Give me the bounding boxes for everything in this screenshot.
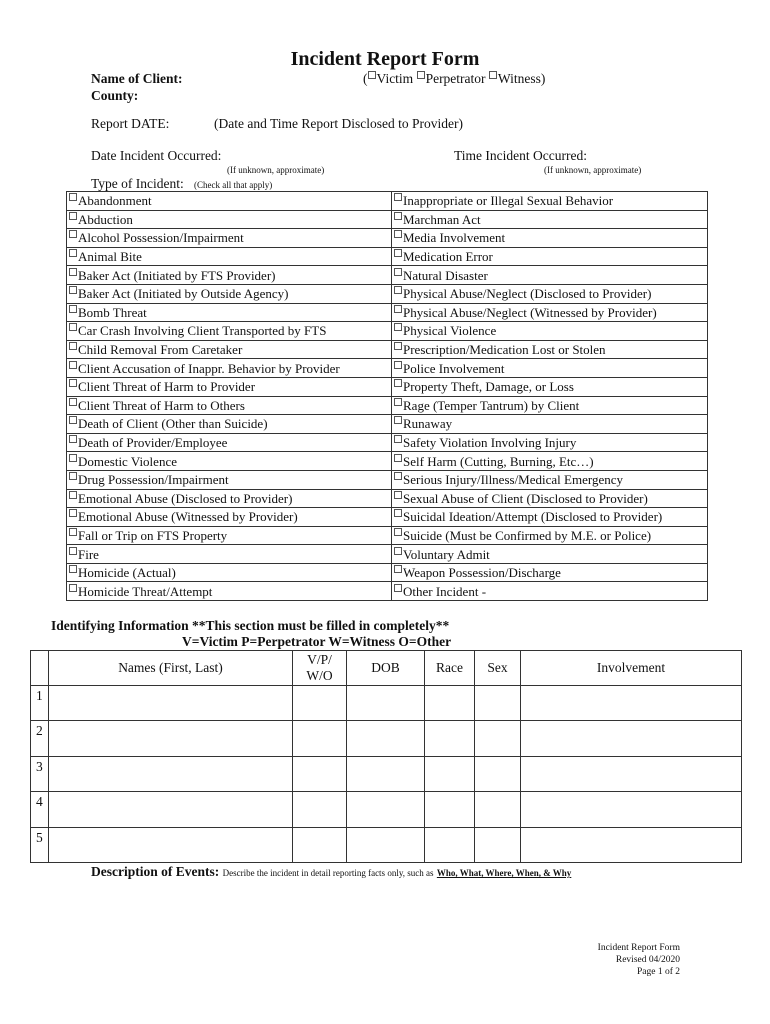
incident-type-cell (392, 210, 708, 229)
incident-type-checkbox[interactable] (69, 361, 77, 369)
incident-type-label: Emotional Abuse (Disclosed to Provider) (78, 490, 293, 506)
county-label: County: (91, 88, 139, 103)
incident-type-note: (Check all that apply) (194, 180, 273, 190)
involvement-field[interactable] (521, 686, 742, 721)
incident-type-cell (392, 396, 708, 415)
perpetrator-label: Perpetrator (425, 71, 486, 86)
incident-type-checkbox[interactable] (394, 398, 402, 406)
incident-type-checkbox[interactable] (394, 565, 402, 573)
incident-type-label: Inappropriate or Illegal Sexual Behavior (403, 193, 614, 209)
incident-type-label: Car Crash Involving Client Transported by FTS (78, 323, 327, 339)
incident-type-checkbox[interactable] (394, 435, 402, 443)
incident-type-cell (392, 284, 708, 303)
incident-type-cell (67, 377, 392, 396)
incident-type-checkbox[interactable] (394, 491, 402, 499)
race-field[interactable] (425, 756, 475, 791)
incident-type-cell (392, 359, 708, 378)
incident-type-cell (392, 563, 708, 582)
role-field[interactable] (293, 756, 347, 791)
incident-type-row (67, 229, 708, 248)
incident-type-row (67, 340, 708, 359)
dob-field[interactable] (347, 792, 425, 827)
incident-type-label: Abandonment (78, 193, 152, 209)
incident-type-cell (392, 377, 708, 396)
incident-type-checkbox[interactable] (69, 212, 77, 220)
involvement-field[interactable] (521, 792, 742, 827)
incident-type-label: Voluntary Admit (403, 546, 490, 562)
incident-type-cell (392, 192, 708, 211)
identifying-row (31, 756, 742, 791)
incident-type-row (67, 377, 708, 396)
incident-type-row (67, 489, 708, 508)
incident-type-label: Medication Error (403, 249, 493, 265)
incident-type-label: Death of Client (Other than Suicide) (78, 416, 268, 432)
incident-type-label: Other Incident - (403, 583, 487, 599)
col-race-header: Race (425, 651, 475, 686)
incident-type-checkbox[interactable] (394, 472, 402, 480)
incident-type-row (67, 247, 708, 266)
incident-type-checkbox[interactable] (394, 379, 402, 387)
incident-type-checkbox[interactable] (69, 472, 77, 480)
incident-type-cell (67, 396, 392, 415)
description-keywords: Who, What, Where, When, & Why (436, 868, 572, 878)
incident-type-label: Baker Act (Initiated by Outside Agency) (78, 286, 289, 302)
incident-type-checkbox[interactable] (69, 435, 77, 443)
role-paren-close: ) (540, 71, 546, 86)
incident-type-label: Drug Possession/Impairment (78, 472, 229, 488)
description-section (91, 864, 571, 880)
incident-type-label: Prescription/Medication Lost or Stolen (403, 342, 606, 358)
race-field[interactable] (425, 721, 475, 756)
date-occurred-label: Date Incident Occurred: (91, 148, 222, 163)
role-field[interactable] (293, 792, 347, 827)
identifying-info-heading: Identifying Information **This section must be filled in completely** (51, 618, 450, 633)
role-field[interactable] (293, 686, 347, 721)
incident-type-label: Physical Abuse/Neglect (Witnessed by Provider) (403, 304, 657, 320)
incident-type-label: Safety Violation Involving Injury (403, 435, 577, 451)
incident-type-checkbox[interactable] (394, 268, 402, 276)
incident-type-cell (67, 470, 392, 489)
client-name-label: Name of Client: (91, 71, 183, 86)
dob-field[interactable] (347, 686, 425, 721)
footer-form-name: Incident Report Form (597, 943, 680, 953)
incident-type-checkbox[interactable] (69, 342, 77, 350)
incident-type-label: Runaway (403, 416, 453, 432)
incident-type-label: Media Involvement (403, 230, 506, 246)
report-date-label: Report DATE: (91, 116, 170, 131)
incident-type-row (67, 210, 708, 229)
incident-type-label: Physical Abuse/Neglect (Disclosed to Provider) (403, 286, 652, 302)
incident-type-cell (67, 303, 392, 322)
dob-field[interactable] (347, 827, 425, 862)
incident-type-checkbox[interactable] (394, 454, 402, 462)
sex-field[interactable] (475, 792, 521, 827)
description-note: Describe the incident in detail reporting facts only, such as (222, 868, 434, 878)
incident-type-cell (67, 415, 392, 434)
incident-type-cell (392, 545, 708, 564)
incident-type-checkbox[interactable] (394, 249, 402, 257)
incident-type-row (67, 545, 708, 564)
involvement-field[interactable] (521, 827, 742, 862)
incident-type-cell (392, 433, 708, 452)
incident-type-label: Homicide Threat/Attempt (78, 583, 213, 599)
date-occurred-note: (If unknown, approximate) (227, 165, 325, 175)
incident-type-checkbox[interactable] (69, 454, 77, 462)
incident-type-checkbox[interactable] (69, 491, 77, 499)
involvement-field[interactable] (521, 721, 742, 756)
col-names-header: Names (First, Last) (49, 651, 293, 686)
incident-type-row (67, 396, 708, 415)
incident-type-checkbox[interactable] (69, 509, 77, 517)
witness-label: Witness (497, 71, 541, 86)
incident-type-cell (392, 489, 708, 508)
sex-field[interactable] (475, 756, 521, 791)
incident-type-cell (392, 508, 708, 527)
incident-type-cell (392, 415, 708, 434)
incident-type-checkbox[interactable] (69, 305, 77, 313)
involvement-field[interactable] (521, 756, 742, 791)
dob-field[interactable] (347, 721, 425, 756)
incident-type-table (66, 191, 708, 601)
incident-type-checkbox[interactable] (69, 193, 77, 201)
role-paren-open: ( (363, 71, 368, 86)
incident-type-row (67, 415, 708, 434)
incident-type-cell (67, 340, 392, 359)
incident-type-cell (67, 322, 392, 341)
incident-type-cell (67, 452, 392, 471)
incident-type-checkbox[interactable] (69, 323, 77, 331)
incident-type-checkbox[interactable] (69, 547, 77, 555)
col-role-header: V/P/ W/O (293, 651, 347, 686)
report-date-note: (Date and Time Report Disclosed to Provider) (214, 116, 463, 131)
incident-type-checkbox[interactable] (394, 361, 402, 369)
identifying-row (31, 827, 742, 862)
race-field[interactable] (425, 827, 475, 862)
identifying-info-table (30, 650, 742, 863)
sex-field[interactable] (475, 827, 521, 862)
incident-type-label: Sexual Abuse of Client (Disclosed to Provider) (403, 490, 648, 506)
footer-revised: Revised 04/2020 (615, 955, 680, 965)
perpetrator-checkbox[interactable] (417, 71, 425, 79)
col-dob-header: DOB (347, 651, 425, 686)
footer-page-number: Page 1 of 2 (636, 967, 680, 977)
row-number: 5 (31, 827, 49, 862)
incident-type-label: Fire (78, 546, 99, 562)
incident-type-row (67, 526, 708, 545)
incident-type-cell (67, 545, 392, 564)
incident-type-label: Property Theft, Damage, or Loss (403, 379, 574, 395)
incident-type-label: Suicidal Ideation/Attempt (Disclosed to Provider) (403, 509, 663, 525)
incident-type-label: Homicide (Actual) (78, 565, 176, 581)
row-number-header (31, 651, 49, 686)
incident-type-row (67, 508, 708, 527)
name-field[interactable] (49, 827, 293, 862)
incident-type-row (67, 322, 708, 341)
incident-type-label: Self Harm (Cutting, Burning, Etc…) (403, 453, 594, 469)
incident-type-cell (67, 526, 392, 545)
incident-type-label: Baker Act (Initiated by FTS Provider) (78, 267, 276, 283)
role-field[interactable] (293, 721, 347, 756)
incident-type-cell (67, 229, 392, 248)
page-title: Incident Report Form (290, 48, 480, 70)
incident-type-label: Rage (Temper Tantrum) by Client (403, 397, 580, 413)
incident-type-label: Animal Bite (78, 249, 142, 265)
incident-type-cell (67, 284, 392, 303)
incident-type-cell (67, 508, 392, 527)
incident-type-cell (67, 192, 392, 211)
incident-type-checkbox[interactable] (394, 584, 402, 592)
description-label: Description of Events: (91, 864, 220, 879)
incident-type-checkbox[interactable] (394, 323, 402, 331)
incident-type-checkbox[interactable] (394, 547, 402, 555)
dob-field[interactable] (347, 756, 425, 791)
witness-checkbox[interactable] (489, 71, 497, 79)
incident-type-row (67, 192, 708, 211)
col-sex-header: Sex (475, 651, 521, 686)
sex-field[interactable] (475, 686, 521, 721)
victim-checkbox[interactable] (368, 71, 376, 79)
incident-type-cell (392, 340, 708, 359)
incident-type-label: Fall or Trip on FTS Property (78, 527, 228, 543)
incident-type-label: Suicide (Must be Confirmed by M.E. or Police) (403, 527, 652, 543)
incident-type-cell (67, 359, 392, 378)
incident-type-row (67, 582, 708, 601)
incident-type-row (67, 266, 708, 285)
time-occurred-label: Time Incident Occurred: (454, 148, 587, 163)
incident-type-cell (392, 229, 708, 248)
incident-type-row (67, 359, 708, 378)
incident-type-checkbox[interactable] (69, 565, 77, 573)
incident-type-label: Police Involvement (403, 360, 505, 376)
incident-type-checkbox[interactable] (69, 286, 77, 294)
incident-type-cell (392, 470, 708, 489)
incident-type-label: Death of Provider/Employee (78, 435, 228, 451)
incident-type-row (67, 284, 708, 303)
incident-type-cell (392, 526, 708, 545)
incident-type-label: Domestic Violence (78, 453, 177, 469)
incident-type-label: Alcohol Possession/Impairment (78, 230, 244, 246)
incident-type-row (67, 470, 708, 489)
incident-type-row (67, 452, 708, 471)
incident-type-checkbox[interactable] (394, 212, 402, 220)
time-occurred-note: (If unknown, approximate) (544, 165, 642, 175)
incident-type-checkbox[interactable] (394, 193, 402, 201)
name-field[interactable] (49, 686, 293, 721)
incident-type-cell (67, 266, 392, 285)
incident-type-cell (392, 247, 708, 266)
incident-type-label: Type of Incident: (91, 176, 184, 191)
role-options (363, 71, 545, 87)
incident-type-cell (392, 582, 708, 601)
name-field[interactable] (49, 792, 293, 827)
incident-type-label: Marchman Act (403, 211, 481, 227)
identifying-row (31, 792, 742, 827)
incident-type-cell (67, 247, 392, 266)
incident-type-label: Client Threat of Harm to Others (78, 397, 245, 413)
incident-type-label: Client Accusation of Inappr. Behavior by Provider (78, 360, 340, 376)
incident-type-checkbox[interactable] (394, 230, 402, 238)
incident-type-label: Physical Violence (403, 323, 497, 339)
incident-type-label: Natural Disaster (403, 267, 488, 283)
incident-type-label: Weapon Possession/Discharge (403, 565, 561, 581)
row-number: 4 (31, 792, 49, 827)
incident-type-cell (392, 303, 708, 322)
incident-type-checkbox[interactable] (69, 528, 77, 536)
identifying-header-row (31, 651, 742, 686)
role-field[interactable] (293, 827, 347, 862)
row-number: 3 (31, 756, 49, 791)
incident-type-label: Bomb Threat (78, 304, 147, 320)
incident-type-checkbox[interactable] (69, 379, 77, 387)
race-field[interactable] (425, 686, 475, 721)
col-involvement-header: Involvement (521, 651, 742, 686)
incident-type-label: Client Threat of Harm to Provider (78, 379, 256, 395)
incident-type-row (67, 563, 708, 582)
name-field[interactable] (49, 721, 293, 756)
identifying-row (31, 686, 742, 721)
incident-type-label: Emotional Abuse (Witnessed by Provider) (78, 509, 298, 525)
incident-type-cell (67, 433, 392, 452)
incident-type-checkbox[interactable] (394, 342, 402, 350)
incident-type-checkbox[interactable] (69, 230, 77, 238)
incident-type-cell (392, 322, 708, 341)
incident-type-label: Serious Injury/Illness/Medical Emergency (403, 472, 623, 488)
incident-type-cell (392, 266, 708, 285)
incident-type-checkbox[interactable] (394, 286, 402, 294)
incident-type-checkbox[interactable] (69, 416, 77, 424)
role-legend: V=Victim P=Perpetrator W=Witness O=Other (182, 634, 452, 649)
incident-type-checkbox[interactable] (394, 305, 402, 313)
incident-type-label: Abduction (78, 211, 133, 227)
row-number: 2 (31, 721, 49, 756)
sex-field[interactable] (475, 721, 521, 756)
incident-type-cell (67, 210, 392, 229)
name-field[interactable] (49, 756, 293, 791)
incident-type-cell (67, 582, 392, 601)
incident-type-checkbox[interactable] (394, 509, 402, 517)
incident-type-cell (67, 563, 392, 582)
victim-label: Victim (376, 71, 414, 86)
incident-type-checkbox[interactable] (69, 268, 77, 276)
incident-type-row (67, 303, 708, 322)
race-field[interactable] (425, 792, 475, 827)
incident-type-label: Child Removal From Caretaker (78, 342, 243, 358)
incident-type-checkbox[interactable] (394, 416, 402, 424)
incident-type-checkbox[interactable] (69, 249, 77, 257)
row-number: 1 (31, 686, 49, 721)
incident-type-checkbox[interactable] (394, 528, 402, 536)
incident-type-cell (67, 489, 392, 508)
incident-type-checkbox[interactable] (69, 398, 77, 406)
incident-type-cell (392, 452, 708, 471)
incident-type-row (67, 433, 708, 452)
identifying-row (31, 721, 742, 756)
incident-type-checkbox[interactable] (69, 584, 77, 592)
